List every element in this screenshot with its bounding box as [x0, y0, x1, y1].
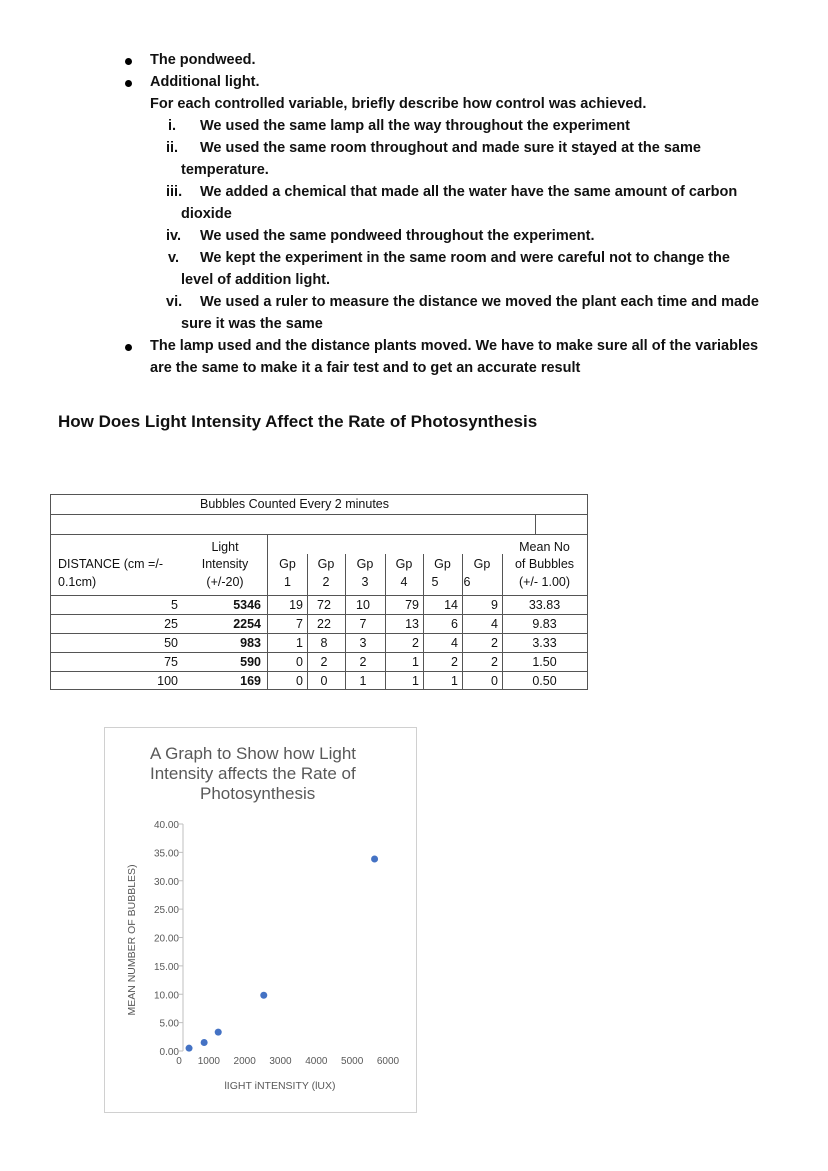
control-num: ii.: [166, 140, 179, 156]
cell-group: 1: [451, 674, 458, 688]
cell-group: 9: [491, 598, 498, 612]
cell-group: 7: [296, 617, 303, 631]
cell-group: 2: [320, 655, 328, 669]
header-gp: 4: [400, 575, 408, 589]
control-text: dioxide: [181, 206, 232, 222]
cell-group: 4: [491, 617, 498, 631]
y-tick-label: 35.00: [153, 848, 179, 860]
section-title: How Does Light Intensity Affect the Rate of Photosynthesis: [58, 412, 538, 431]
header-mean: Mean No: [519, 540, 570, 554]
x-tick-label: 4000: [305, 1056, 328, 1067]
x-tick-label: 0: [176, 1056, 182, 1067]
y-tick-label: 0.00: [159, 1047, 179, 1058]
cell-mean: 33.83: [528, 598, 561, 612]
cell-light: 590: [240, 655, 261, 669]
header-light: Light: [211, 540, 239, 554]
cell-group: 0: [491, 674, 498, 688]
header-mean: of Bubbles: [514, 557, 575, 571]
cell-light: 2254: [233, 617, 261, 631]
header-gp: 5: [431, 575, 439, 589]
y-tick-label: 15.00: [153, 961, 179, 973]
control-num: i.: [168, 118, 177, 134]
cell-distance: 50: [164, 636, 178, 650]
cell-mean: 1.50: [532, 655, 557, 669]
control-num: vi.: [166, 294, 183, 310]
cell-distance: 75: [164, 655, 178, 669]
control-text: We used the same room throughout and made sure it stayed at the same: [200, 140, 701, 156]
control-text: level of addition light.: [181, 272, 331, 288]
header-gp: 2: [322, 575, 330, 589]
cell-distance: 5: [171, 598, 178, 612]
control-num: iii.: [166, 184, 183, 200]
control-num: iv.: [166, 228, 182, 244]
control-text: temperature.: [181, 162, 269, 178]
data-point: [186, 1045, 193, 1052]
y-tick-label: 10.00: [153, 990, 179, 1002]
cell-group: 19: [289, 598, 303, 612]
header-gp: Gp: [356, 557, 374, 571]
cell-distance: 25: [164, 617, 178, 631]
y-tick-label: 30.00: [153, 876, 179, 888]
x-tick-label: 1000: [197, 1056, 220, 1067]
cell-group: 10: [356, 598, 370, 612]
cell-group: 1: [412, 674, 419, 688]
y-tick-label: 20.00: [153, 933, 179, 945]
cell-group: 2: [491, 636, 498, 650]
cell-group: 3: [359, 636, 367, 650]
cell-mean: 9.83: [532, 617, 557, 631]
header-gp: Gp: [395, 557, 413, 571]
cell-light: 5346: [233, 598, 261, 612]
x-tick-label: 3000: [269, 1056, 292, 1067]
y-tick-label: 5.00: [159, 1018, 179, 1030]
cell-group: 1: [296, 636, 303, 650]
data-point: [260, 992, 267, 999]
cell-group: 79: [405, 598, 419, 612]
y-axis-label: MEAN NUMBER OF BUBBLES): [126, 864, 138, 1016]
header-gp: 6: [463, 575, 471, 589]
header-gp: Gp: [434, 557, 451, 571]
cell-group: 0: [296, 655, 303, 669]
control-text: We added a chemical that made all the water have the same amount of carbon: [200, 184, 738, 200]
cell-group: 0: [320, 674, 328, 688]
data-point: [215, 1029, 222, 1036]
cell-group: 2: [491, 655, 498, 669]
cell-group: 14: [444, 598, 458, 612]
header-gp: 1: [284, 575, 291, 589]
cell-group: 22: [317, 617, 331, 631]
header-gp: Gp: [279, 557, 296, 571]
data-point: [201, 1039, 208, 1046]
cell-group: 7: [359, 617, 367, 631]
bullet-pondweed: The pondweed.: [150, 52, 256, 68]
header-gp: Gp: [317, 557, 335, 571]
cell-group: 4: [451, 636, 458, 650]
cell-distance: 100: [157, 674, 178, 688]
chart-title-line: Photosynthesis: [200, 784, 316, 803]
control-num: v.: [168, 250, 180, 266]
control-text: We used the same pondweed throughout the experiment.: [200, 228, 595, 244]
x-axis-label: lIGHT iNTENSITY (lUX): [224, 1080, 336, 1092]
cell-group: 0: [296, 674, 303, 688]
cell-group: 1: [359, 674, 367, 688]
data-point: [371, 856, 378, 863]
cell-mean: 0.50: [532, 674, 557, 688]
header-gp: 3: [361, 575, 369, 589]
controlled-intro: For each controlled variable, briefly describe how control was achieved.: [150, 96, 647, 112]
header-gp: Gp: [473, 557, 491, 571]
header-light: Intensity: [201, 557, 249, 571]
y-tick-label: 40.00: [153, 820, 179, 831]
cell-group: 6: [451, 617, 458, 631]
cell-mean: 3.33: [532, 636, 557, 650]
chart-title-line: Intensity affects the Rate of: [150, 764, 356, 783]
bullet-lamp-text: are the same to make it a fair test and to get an accurate result: [150, 360, 581, 376]
header-distance: DISTANCE (cm =/-: [58, 557, 163, 571]
cell-group: 72: [317, 598, 331, 612]
x-tick-label: 6000: [376, 1056, 400, 1067]
header-mean: (+/- 1.00): [518, 575, 571, 589]
y-tick-label: 25.00: [153, 905, 179, 917]
cell-group: 2: [451, 655, 458, 669]
control-text: We used the same lamp all the way throughout the experiment: [200, 118, 630, 134]
cell-group: 1: [412, 655, 419, 669]
cell-light: 169: [240, 674, 261, 688]
bullet-lamp-text: The lamp used and the distance plants moved. We have to make sure all of the variables: [150, 338, 759, 354]
header-light: (+/-20): [206, 575, 244, 589]
table-caption: Bubbles Counted Every 2 minutes: [200, 497, 389, 511]
chart-title-line: A Graph to Show how Light: [150, 744, 357, 763]
cell-group: 13: [405, 617, 419, 631]
x-tick-label: 5000: [341, 1056, 364, 1067]
cell-group: 2: [412, 636, 419, 650]
control-text: We used a ruler to measure the distance we moved the plant each time and made: [200, 294, 759, 310]
cell-group: 8: [320, 636, 328, 650]
x-tick-label: 2000: [233, 1056, 256, 1067]
control-text: sure it was the same: [181, 316, 323, 332]
header-distance: 0.1cm): [58, 575, 97, 589]
cell-light: 983: [240, 636, 261, 650]
control-text: We kept the experiment in the same room and were careful not to change the: [200, 250, 730, 266]
bullet-additional-light: Additional light.: [150, 74, 260, 90]
cell-group: 2: [359, 655, 367, 669]
